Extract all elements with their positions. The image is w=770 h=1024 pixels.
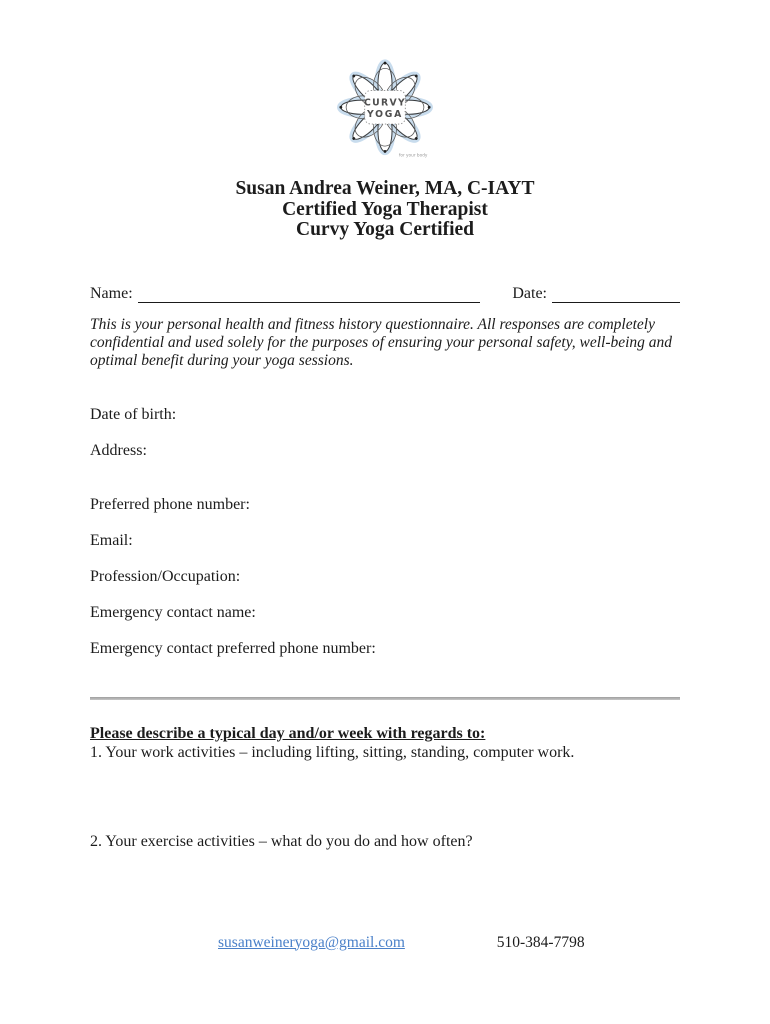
name-label: Name: [90,284,133,302]
footer [90,934,680,952]
logo-container [90,0,680,167]
intro-line: optimal benefit during your yoga sessions. [90,351,354,369]
field-email: Email: [90,531,133,549]
intro-line: This is your personal health and fitness history questionnaire. All responses are completely [90,315,655,333]
field-preferred-phone: Preferred phone number: [90,495,250,513]
logo-tagline: for your body [398,152,428,158]
question-work-activities: 1. Your work activities – including lifting, sitting, standing, computer work. [90,743,575,761]
logo-trademark: ™ [403,110,408,115]
field-address: Address: [90,441,147,459]
field-date-of-birth: Date of birth: [90,405,177,423]
logo-brand-line1: CURVY [364,97,406,109]
field-profession: Profession/Occupation: [90,567,241,585]
phone-number: 510-384-7798 [496,933,585,951]
email-link[interactable]: susanweineryoga@gmail.com [218,933,405,951]
certification-title-1: Certified Yoga Therapist [282,198,488,220]
intro-line: confidential and used solely for the purposes of ensuring your personal safety, well-being and [90,333,673,351]
question-exercise-activities: 2. Your exercise activities – what do you do and how often? [90,832,473,850]
certification-title-2: Curvy Yoga Certified [296,219,474,240]
field-emergency-contact-phone: Emergency contact preferred phone number: [90,639,376,657]
curvy-yoga-logo-icon [332,56,438,162]
name-date-row [90,283,680,303]
date-field-line[interactable] [552,289,680,303]
section-divider [90,697,680,700]
date-label: Date: [512,284,547,302]
section-heading: Please describe a typical day and/or week with regards to: [90,724,486,742]
therapist-name-title: Susan Andrea Weiner, MA, C-IAYT [235,178,535,199]
field-emergency-contact-name: Emergency contact name: [90,603,256,621]
title-block [90,179,680,241]
intro-paragraph [90,316,680,370]
logo-brand-line2: YOGA [366,108,404,120]
name-field-line[interactable] [138,289,481,303]
